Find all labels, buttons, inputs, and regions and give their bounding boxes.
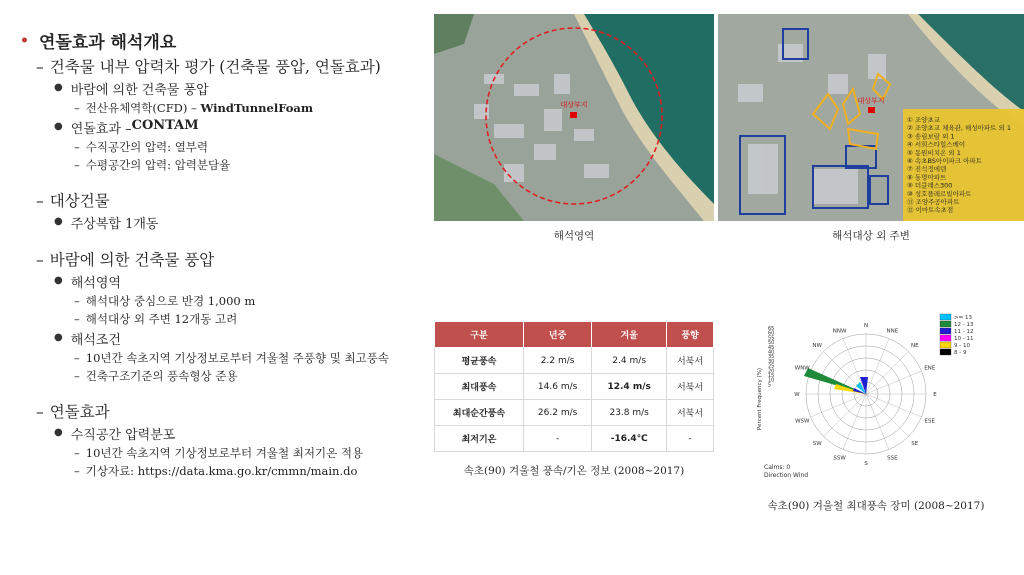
item-winter-wind: – 10년간 속초지역 기상정보로부터 겨울철 주풍향 및 최고풍속 <box>74 351 389 365</box>
item-vertical-pressure <box>54 424 420 443</box>
rose-tick-label: 10 <box>768 377 775 384</box>
rose-legend-label: 11 - 12 <box>954 329 974 335</box>
header-year: 년중 <box>523 322 591 348</box>
rose-direction: Direction Wind <box>764 472 809 479</box>
table-row <box>435 348 714 374</box>
table-cell: 서북서 <box>667 400 714 426</box>
heading-text: 연돌효과 해석개요 <box>38 33 177 53</box>
item-text: 기상자료: https://data.kma.go.kr/cmmn/main.do <box>85 464 358 478</box>
table-cell: 최대순간풍속 <box>435 400 524 426</box>
item-wind-pressure <box>54 79 420 98</box>
item-text: 주상복합 1개동 <box>70 217 159 232</box>
rose-legend-swatch <box>940 342 951 348</box>
rose-dir-label: WNW <box>794 365 810 372</box>
table-row <box>435 400 714 426</box>
item-text: 해석조건 <box>70 333 121 348</box>
table-cell: 23.8 m/s <box>592 400 667 426</box>
rose-dir-label: N <box>863 323 869 329</box>
item-text: 바람에 의한 건축물 풍압 <box>49 251 215 269</box>
wind-rose <box>756 312 988 484</box>
item-radius: – 해석대상 중심으로 반경 1,000 m <box>74 294 256 308</box>
item-vertical: – 수직공간의 압력: 열부력 <box>74 140 209 154</box>
rose-dir-label: SSE <box>887 455 898 462</box>
item-horizontal: – 수평공간의 압력: 압력분담율 <box>74 158 231 172</box>
rose-dir-label: SE <box>911 440 919 447</box>
rose-dir-label: E <box>933 392 937 398</box>
rose-tick-label: 35 <box>768 354 775 361</box>
rose-caption: 속초(90) 겨울철 최대풍속 장미 (2008~2017) <box>767 500 985 512</box>
item-text: 바람에 의한 건축물 풍압 <box>70 83 209 98</box>
item-wind-pressure-2: – 바람에 의한 건축물 풍압 <box>36 251 215 269</box>
table-cell: 서북서 <box>667 374 714 400</box>
rose-spoke <box>866 339 889 394</box>
item-cfd: – 전산유체역학(CFD) – WindTunnelFoam <box>74 101 314 115</box>
rose-dir-label: SW <box>812 440 822 447</box>
item-stack: – 연돌효과 <box>36 403 110 421</box>
rose-dir-label: W <box>794 392 800 398</box>
header-category: 구분 <box>435 322 524 348</box>
rose-tick-label: 5 <box>768 382 772 389</box>
rose-legend-label: >= 13 <box>954 315 972 321</box>
item-text: 10년간 속초지역 기상정보로부터 겨울철 최저기온 적용 <box>85 446 364 460</box>
table-row <box>435 374 714 400</box>
item-text: 수직공간 압력분포 <box>70 428 176 443</box>
item-domain <box>54 272 420 291</box>
table-row <box>435 426 714 452</box>
table-cell: 서북서 <box>667 348 714 374</box>
item-text: 건축구조기준의 풍속형상 준용 <box>85 369 238 383</box>
rose-tick-label: 65 <box>768 326 775 332</box>
rose-tick-label: 30 <box>768 358 775 365</box>
surroundings-map-svg <box>718 14 1024 221</box>
item-text: 10년간 속초지역 기상정보로부터 겨울철 주풍향 및 최고풍속 <box>85 351 389 365</box>
rose-tick-label: 45 <box>768 344 775 351</box>
table-cell: 12.4 m/s <box>592 374 667 400</box>
site-label-2: 대상부지 <box>857 97 885 105</box>
map-legend-item: ⑨ 더클래스300 <box>907 181 953 190</box>
rose-legend-swatch <box>940 349 951 355</box>
item-text: 수직공간의 압력: 열부력 <box>85 140 209 154</box>
bullet-icon: ● <box>54 275 63 286</box>
table-caption: 속초(90) 겨울철 풍속/기온 정보 (2008~2017) <box>463 465 685 477</box>
rose-spoke <box>866 371 921 394</box>
map2-caption: 해석대상 외 주변 <box>832 230 910 242</box>
rose-dir-label: NE <box>910 343 919 350</box>
item-bold: CONTAM <box>131 118 199 133</box>
table-cell: 최저기온 <box>435 426 524 452</box>
table-cell: 2.2 m/s <box>523 348 591 374</box>
bullet-icon: ● <box>54 427 63 438</box>
header-direction: 풍향 <box>667 322 714 348</box>
table-cell: - <box>667 426 714 452</box>
rose-legend-label: 9 - 10 <box>954 343 970 349</box>
rose-tick-label: 40 <box>768 349 775 356</box>
map-legend-item: ④ 서희스타힐스베이 <box>907 140 966 149</box>
rose-legend-swatch <box>940 321 951 327</box>
rose-tick-label: 60 <box>768 330 775 337</box>
rose-legend-swatch <box>940 314 951 320</box>
map-legend-item: ⑤ 동원비치온 외 1 <box>907 148 961 157</box>
wind-rose-svg <box>756 312 988 484</box>
rose-tick-label: 50 <box>768 340 775 347</box>
outline <box>20 28 420 481</box>
rose-dir-label: NNW <box>832 328 847 335</box>
rose-tick-label: 55 <box>768 335 775 342</box>
map-legend-item: ⑪ 조양주공아파트 <box>907 198 960 206</box>
rose-spoke <box>843 394 866 449</box>
table-cell: 14.6 m/s <box>523 374 591 400</box>
item-mixed-use <box>54 213 420 232</box>
item-kma-link: – 기상자료: https://data.kma.go.kr/cmmn/main.do <box>74 464 358 478</box>
rose-tick-label: 20 <box>768 368 775 375</box>
item-12-buildings: – 해석대상 외 주변 12개동 고려 <box>74 312 238 326</box>
header-winter: 겨울 <box>592 322 667 348</box>
rose-dir-label: WSW <box>795 418 810 425</box>
item-conditions <box>54 329 420 348</box>
bullet-icon: ● <box>54 216 63 227</box>
item-text: 수평공간의 압력: 압력분담율 <box>85 158 231 172</box>
weather-table <box>434 321 714 452</box>
item-text: 해석영역 <box>70 276 121 291</box>
map-legend-item: ① 조양초교 <box>907 116 941 124</box>
map-legend-item: ⑫ 이마트속초점 <box>907 206 954 215</box>
item-text: 해석대상 외 주변 12개동 고려 <box>85 312 238 326</box>
site-label: 대상부지 <box>560 101 588 109</box>
map-legend-item: ⑥ 속초BS아이파크 아파트 <box>907 157 982 165</box>
rose-legend-label: 10 - 11 <box>954 336 974 342</box>
item-min-temp: – 10년간 속초지역 기상정보로부터 겨울철 최저기온 적용 <box>74 446 364 460</box>
rose-calms: Calms: 0 <box>764 464 791 471</box>
rose-spoke <box>866 394 889 449</box>
map-legend-item: ⑦ 진석정에덴 <box>907 165 947 174</box>
rose-tick-label: 25 <box>768 363 775 370</box>
rose-spoke <box>811 394 866 417</box>
bullet-icon: ● <box>54 82 63 93</box>
item-code: – 건축구조기준의 풍속형상 준용 <box>74 369 238 383</box>
map-legend-item: ③ 송림보람 외 1 <box>907 132 955 141</box>
item-text: 대상건물 <box>49 192 110 210</box>
aerial-map-svg <box>434 14 714 221</box>
bullet-icon: • <box>20 32 29 49</box>
rose-legend-swatch <box>940 328 951 334</box>
rose-dir-label: ENE <box>924 365 936 372</box>
item-target-building: – 대상건물 <box>36 192 110 210</box>
rose-dir-label: ESE <box>924 418 935 425</box>
rose-legend-swatch <box>940 335 951 341</box>
item-contam <box>54 118 420 137</box>
bullet-icon: ● <box>54 121 63 132</box>
map-legend-item: ⑧ 동명아파트 <box>907 173 947 182</box>
item-text: 해석대상 중심으로 반경 1,000 m <box>85 294 256 308</box>
rose-dir-label: NW <box>812 343 822 350</box>
table-cell: - <box>523 426 591 452</box>
table-cell: -16.4℃ <box>592 426 667 452</box>
table-cell: 26.2 m/s <box>523 400 591 426</box>
bullet-icon: ● <box>54 332 63 343</box>
item-bold: WindTunnelFoam <box>200 101 314 115</box>
item-text: 전산유체역학(CFD) – <box>85 101 201 115</box>
aerial-map-surroundings <box>718 14 1024 221</box>
rose-dir-label: S <box>864 461 868 467</box>
item-text: 건축물 내부 압력차 평가 (건축물 풍압, 연돌효과) <box>49 58 381 76</box>
table-cell: 최대풍속 <box>435 374 524 400</box>
rose-spoke <box>824 394 866 436</box>
map-legend-item: ② 조양초교 체육관, 해성아파트 외 1 <box>907 124 1011 133</box>
table-cell: 2.4 m/s <box>592 348 667 374</box>
rose-dir-label: SSW <box>833 455 846 462</box>
rose-legend-label: 8 - 9 <box>954 350 967 356</box>
table-cell: 평균풍속 <box>435 348 524 374</box>
aerial-map-domain <box>434 14 714 221</box>
rose-legend-label: 12 - 13 <box>954 322 974 328</box>
item-text: 연돌효과 <box>49 403 110 421</box>
rose-tick-label: 15 <box>768 373 775 379</box>
map1-caption: 해석영역 <box>553 230 595 242</box>
rose-ylabel: Percent Frequency (%) <box>757 367 763 431</box>
heading-stack-effect <box>20 28 420 53</box>
map-legend-item: ⑩ 성호플레르빌아파트 <box>907 189 972 198</box>
item-text: 연돌효과 – <box>70 122 132 137</box>
rose-spoke <box>866 352 908 394</box>
item-pressure-diff: – 건축물 내부 압력차 평가 (건축물 풍압, 연돌효과) <box>36 58 381 76</box>
rose-dir-label: NNE <box>886 328 899 335</box>
rose-spoke <box>866 394 908 436</box>
rose-spoke <box>866 394 921 417</box>
